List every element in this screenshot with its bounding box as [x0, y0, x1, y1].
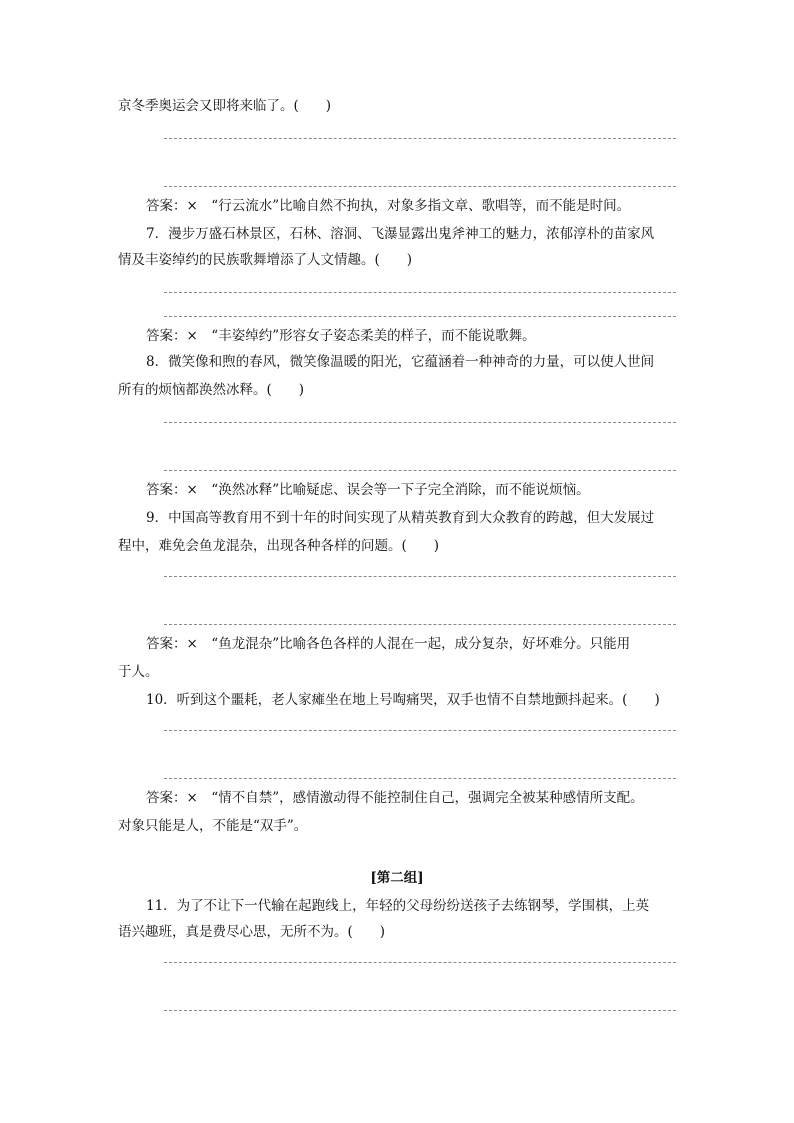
answer-10-line-2: 对象只能是人，不能是“双手”。: [118, 818, 308, 834]
question-6-tail: 京冬季奥运会又即将来临了。( ): [118, 98, 332, 114]
question-10: 10．听到这个噩耗，老人家瘫坐在地上号啕痛哭，双手也情不自禁地颤抖起来。( ): [146, 692, 660, 708]
answer-line: [164, 422, 676, 423]
answer-line: [164, 576, 676, 577]
answer-line: [164, 778, 676, 779]
answer-7: 答案：× “丰姿绰约”形容女子姿态柔美的样子，而不能说歌舞。: [146, 328, 536, 344]
answer-6: 答案：× “行云流水”比喻自然不拘执，对象多指文章、歌唱等，而不能是时间。: [146, 198, 631, 214]
answer-8: 答案：× “涣然冰释”比喻疑虑、误会等一下子完全消除，而不能说烦恼。: [146, 482, 590, 498]
question-11-line-1: 11．为了不让下一代输在起跑线上，年轻的父母纷纷送孩子去练钢琴，学围棋，上英: [146, 898, 650, 914]
answer-line: [164, 138, 676, 139]
question-7-line-1: 7．漫步万盛石林景区，石林、溶洞、飞瀑显露出鬼斧神工的魅力，浓郁淳朴的苗家风: [146, 226, 655, 242]
answer-10-line-1: 答案：× “情不自禁”，感情激动得不能控制住自己，强调完全被某种感情所支配。: [146, 790, 644, 806]
answer-line: [164, 186, 676, 187]
answer-line: [164, 624, 676, 625]
answer-line: [164, 1010, 676, 1011]
answer-line: [164, 730, 676, 731]
question-11-line-2: 语兴趣班，真是费尽心思，无所不为。( ): [118, 924, 386, 940]
question-8-line-2: 所有的烦恼都涣然冰释。( ): [118, 382, 305, 398]
question-9-line-1: 9．中国高等教育用不到十年的时间实现了从精英教育到大众教育的跨越，但大发展过: [146, 510, 655, 526]
answer-line: [164, 962, 676, 963]
answer-line: [164, 316, 676, 317]
answer-9-line-1: 答案：× “鱼龙混杂”比喻各色各样的人混在一起，成分复杂，好坏难分。只能用: [146, 636, 631, 652]
question-8-line-1: 8．微笑像和煦的春风，微笑像温暖的阳光，它蕴涵着一种神奇的力量，可以使人世间: [146, 354, 655, 370]
question-7-line-2: 情及丰姿绰约的民族歌舞增添了人文情趣。( ): [118, 252, 413, 268]
answer-line: [164, 470, 676, 471]
question-9-line-2: 程中，难免会鱼龙混杂，出现各种各样的问题。( ): [118, 538, 440, 554]
section-title: [第二组]: [370, 870, 424, 886]
answer-line: [164, 292, 676, 293]
answer-9-line-2: 于人。: [118, 664, 159, 680]
